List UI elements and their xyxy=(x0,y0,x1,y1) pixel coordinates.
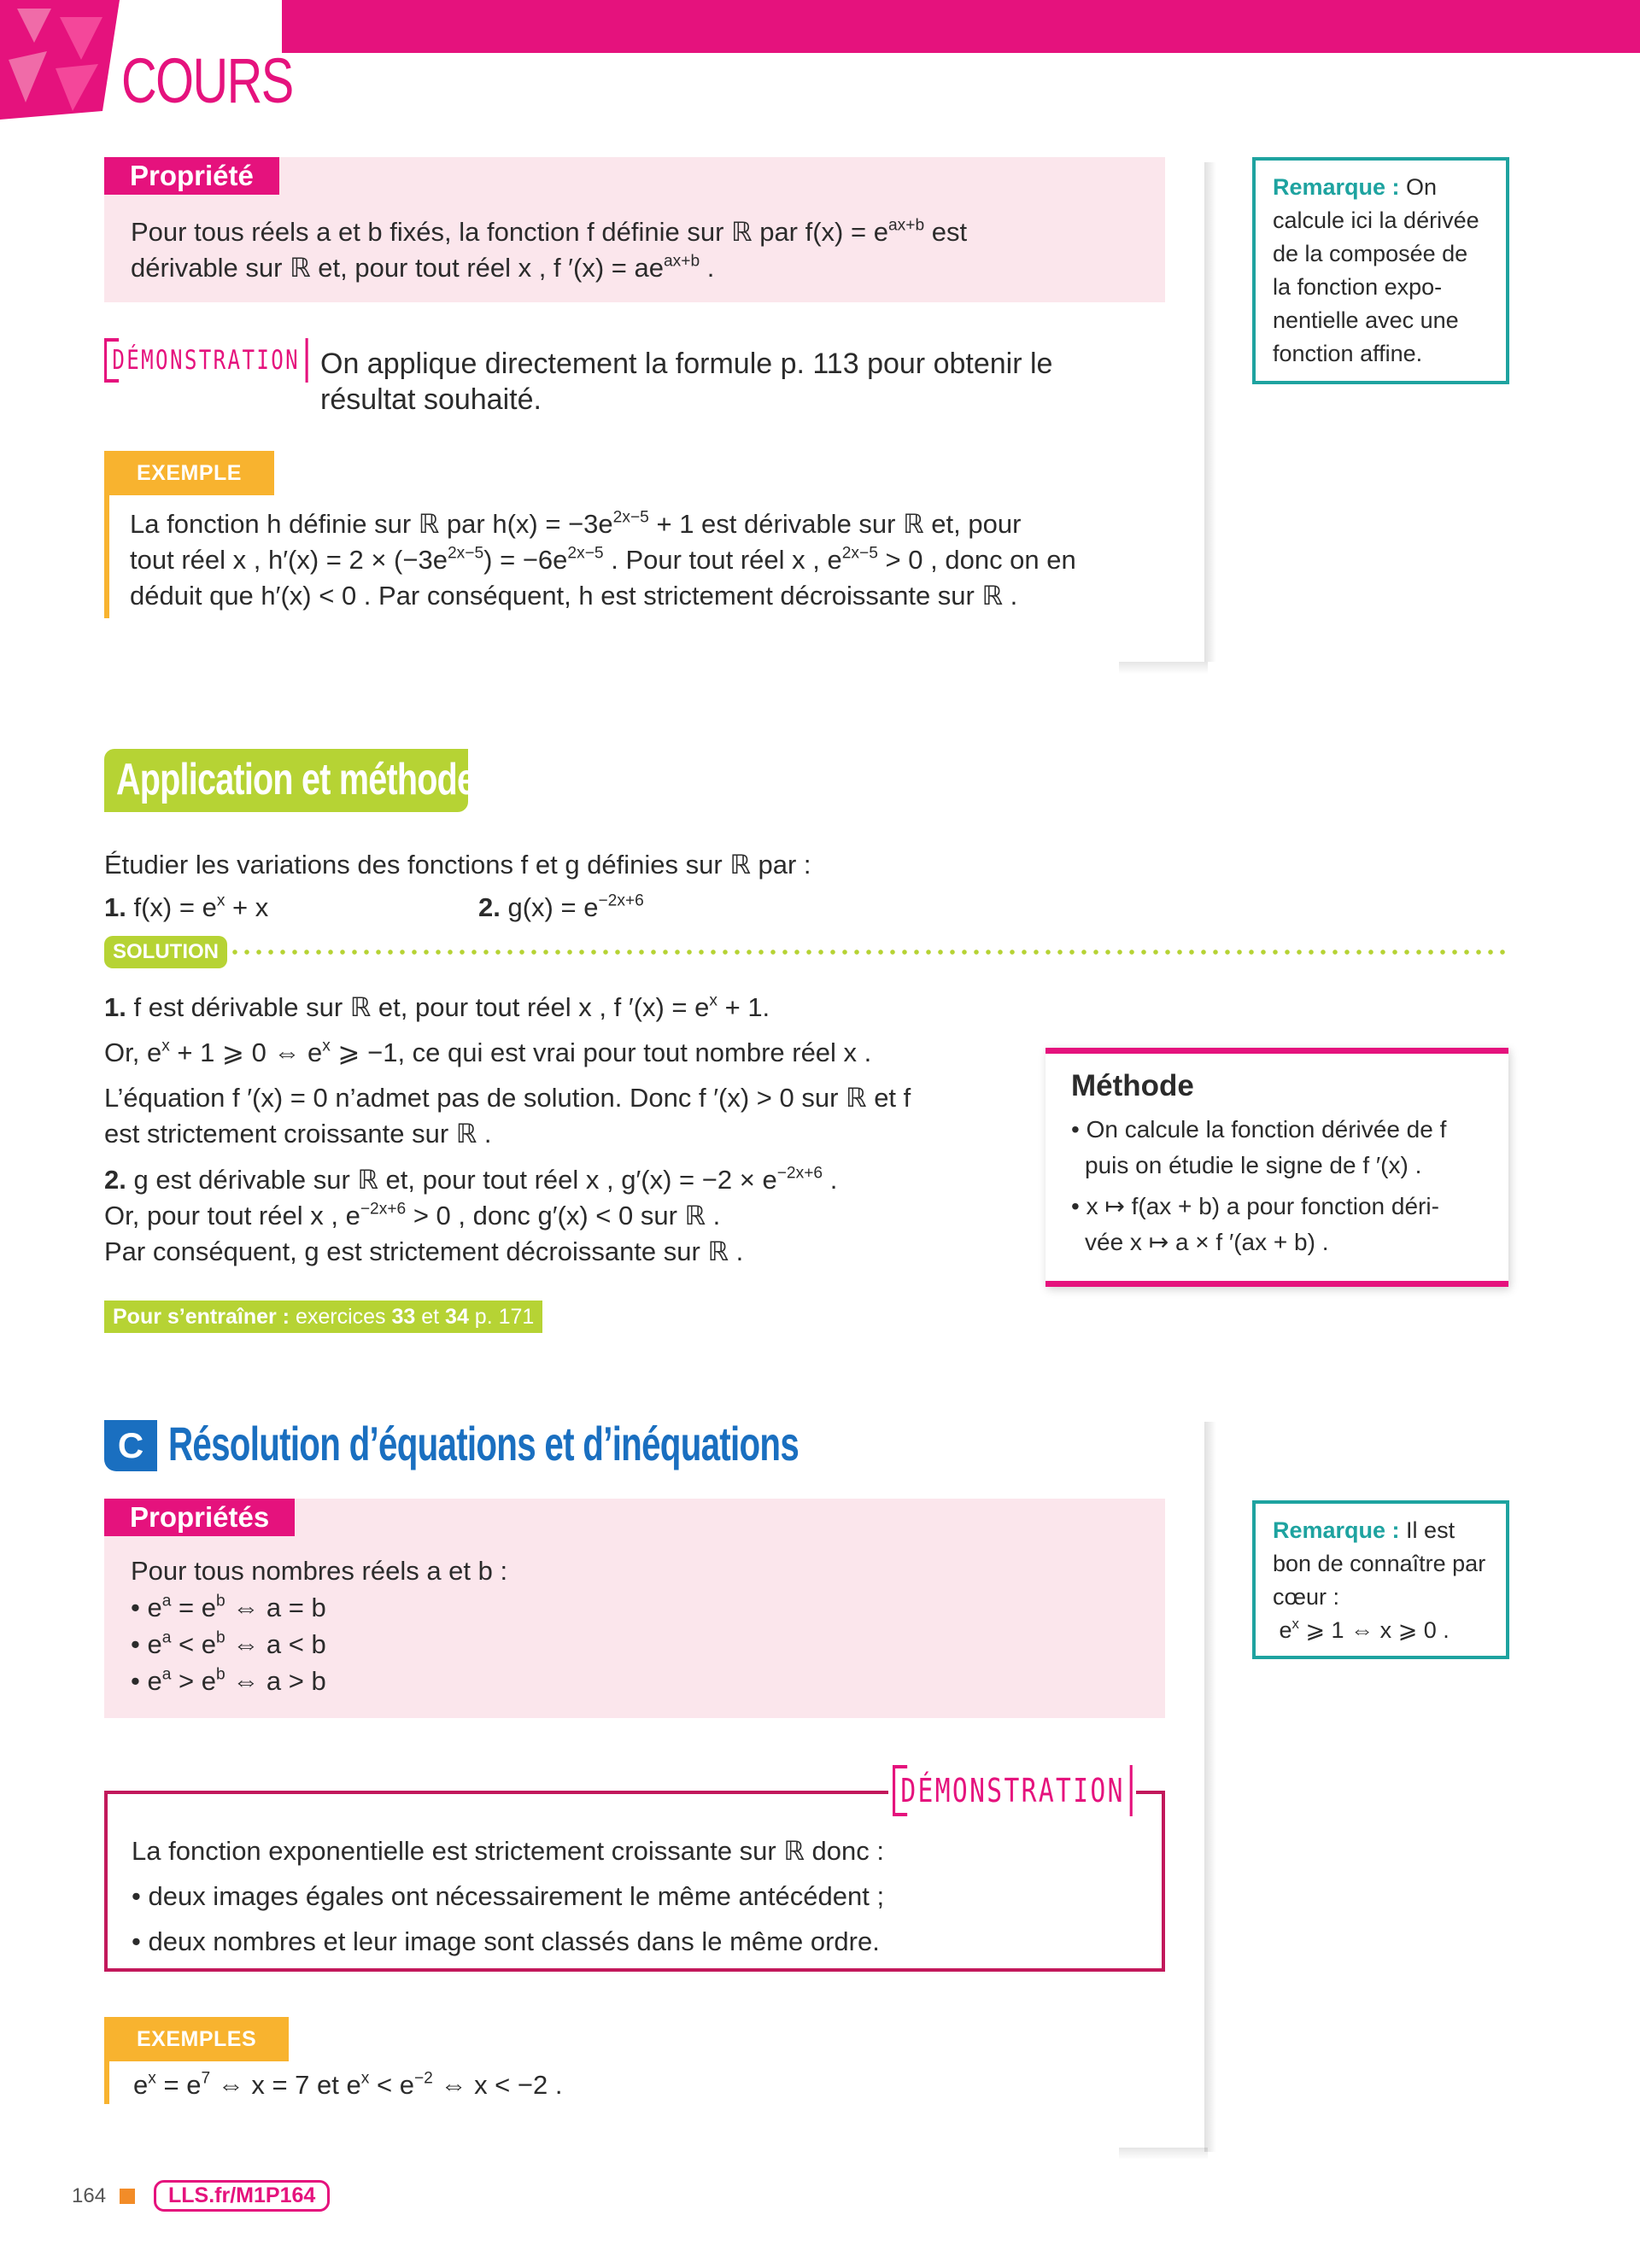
demonstration2-line-3: • deux nombres et leur image sont classés dans le même ordre. xyxy=(132,1926,880,1956)
section-title: Résolution d’équations et d’inéquations xyxy=(168,1417,800,1470)
demonstration-badge-2: DÉMONSTRATION xyxy=(893,1765,1133,1816)
properties-intro: Pour tous nombres réels a et b : xyxy=(131,1556,508,1586)
solution-line-4: est strictement croissante sur ℝ . xyxy=(104,1119,492,1149)
property-line-2: dérivable sur ℝ et, pour tout réel x , f $'(x) = ae^{ax+b}$ . xyxy=(131,252,715,283)
properties-tag: Propriétés xyxy=(104,1499,295,1536)
solution-line-2: Or, $e^x + 1$ ⩾ 0 ⇔ $e^x$ ⩾ −1, ce qui est vrai pour tout nombre réel x . xyxy=(104,1037,872,1067)
application-title: Application et méthode xyxy=(116,755,476,804)
application-title-box xyxy=(104,749,476,812)
remark-text: On calcule ici la dérivée de la composée de la fonction expo-nentielle avec une fonction affine. xyxy=(1273,174,1479,366)
panel-shadow-right xyxy=(1204,162,1216,662)
method-box xyxy=(1046,1048,1508,1287)
demonstration-line-2: résultat souhaité. xyxy=(320,383,542,416)
panel-shadow-bottom xyxy=(1119,662,1208,674)
solution-line-5: 2. g est dérivable sur ℝ et, pour tout réel x , $g'(x) = -2 \times e^{-2x+6}$ . xyxy=(104,1164,838,1195)
examples-tag: EXEMPLES xyxy=(104,2017,289,2061)
method-bullet-1a: • On calcule la fonction dérivée de f xyxy=(1071,1116,1447,1143)
footer-link[interactable]: LLS.fr/M1P164 xyxy=(154,2180,330,2212)
remark-formula: $e^x$ ⩾ 1 ⇔ x ⩾ 0 . xyxy=(1279,1616,1450,1643)
demonstration-line-1: On applique directement la formule p. 113 pour obtenir le xyxy=(320,348,1053,380)
remark-text-2: Il est bon de connaître par cœur : xyxy=(1273,1517,1486,1610)
properties-item-3: • $e^a > e^b$ ⇔ a > b xyxy=(131,1665,326,1696)
example-line-2: tout réel x , $h'(x) = 2 \times (-3e^{2x-5}) = -6e^{2x-5}$ . Pour tout réel x , $e^{2x-5} > 0$ , donc on en xyxy=(130,544,1076,575)
remark-label-2: Remarque : xyxy=(1273,1517,1400,1543)
example-line-3: déduit que h′(x) < 0 . Par conséquent, h est strictement décroissante sur ℝ . xyxy=(130,581,1018,611)
method-title: Méthode xyxy=(1071,1069,1194,1102)
solution-line-6: Or, pour tout réel x , $e^{-2x+6} > 0$ , donc g′(x) < 0 sur ℝ . xyxy=(104,1200,721,1230)
footer-square-icon xyxy=(120,2189,135,2204)
solution-dotted-rule xyxy=(229,950,1510,955)
page-number: 164 xyxy=(72,2184,107,2207)
method-bullet-1b: puis on étudie le signe de f ′(x) . xyxy=(1085,1152,1422,1178)
property-tag: Propriété xyxy=(104,157,279,195)
solution-tag: SOLUTION xyxy=(104,936,227,968)
examples-bar xyxy=(104,2061,109,2104)
remark-box-2 xyxy=(1252,1500,1509,1659)
example-bar xyxy=(104,495,109,618)
demonstration-badge: DÉMONSTRATION xyxy=(104,338,308,383)
properties-item-2: • $e^a < e^b$ ⇔ a < b xyxy=(131,1628,326,1659)
corner-pattern-logo xyxy=(0,0,120,120)
properties-item-1: • $e^a = e^b$ ⇔ a = b xyxy=(131,1592,326,1622)
application-statement: Étudier les variations des fonctions f et g définies sur ℝ par : xyxy=(104,850,811,880)
property-line-1: Pour tous réels a et b fixés, la fonction f définie sur ℝ par $f(x) = e^{ax+b}$ est xyxy=(131,216,968,247)
solution-line-3: L’équation f ′(x) = 0 n’admet pas de solution. Donc f ′(x) > 0 sur ℝ et f xyxy=(104,1083,911,1113)
question-1: 1. $f(x) = e^x + x$ xyxy=(104,891,269,922)
method-bullet-2a: • x ↦ f(ax + b) a pour fonction déri- xyxy=(1071,1193,1439,1219)
page-title: COURS xyxy=(121,45,293,116)
method-bullet-2b: vée x ↦ a × f ′(ax + b) . xyxy=(1085,1229,1329,1255)
examples-line: $e^x = e^7$ ⇔ x = 7 et $e^x < e^{-2}$ ⇔ x < −2 . xyxy=(133,2069,563,2100)
remark-label: Remarque : xyxy=(1273,174,1400,200)
solution-line-7: Par conséquent, g est strictement décroissante sur ℝ . xyxy=(104,1236,744,1266)
remark-box-1 xyxy=(1252,157,1509,384)
example-tag: EXEMPLE xyxy=(104,451,274,495)
question-2: 2. $g(x) = e^{-2x+6}$ xyxy=(478,891,644,922)
demonstration2-line-1: La fonction exponentielle est strictement croissante sur ℝ donc : xyxy=(132,1836,884,1866)
header-band xyxy=(282,0,1640,53)
panel-shadow-bottom-2 xyxy=(1119,2148,1208,2160)
example-line-1: La fonction h définie sur ℝ par $h(x) = -3e^{2x-5} + 1$ est dérivable sur ℝ et, pour xyxy=(130,508,1022,539)
demonstration2-line-2: • deux images égales ont nécessairement le même antécédent ; xyxy=(132,1881,885,1911)
training-link[interactable]: Pour s’entraîner : exercices 33 et 34 p. 171 xyxy=(104,1301,542,1333)
solution-line-1: 1. f est dérivable sur ℝ et, pour tout réel x , f $'(x) = e^x + 1$. xyxy=(104,991,770,1022)
section-letter-badge: C xyxy=(104,1420,157,1471)
panel-shadow-right-2 xyxy=(1204,1422,1216,2152)
